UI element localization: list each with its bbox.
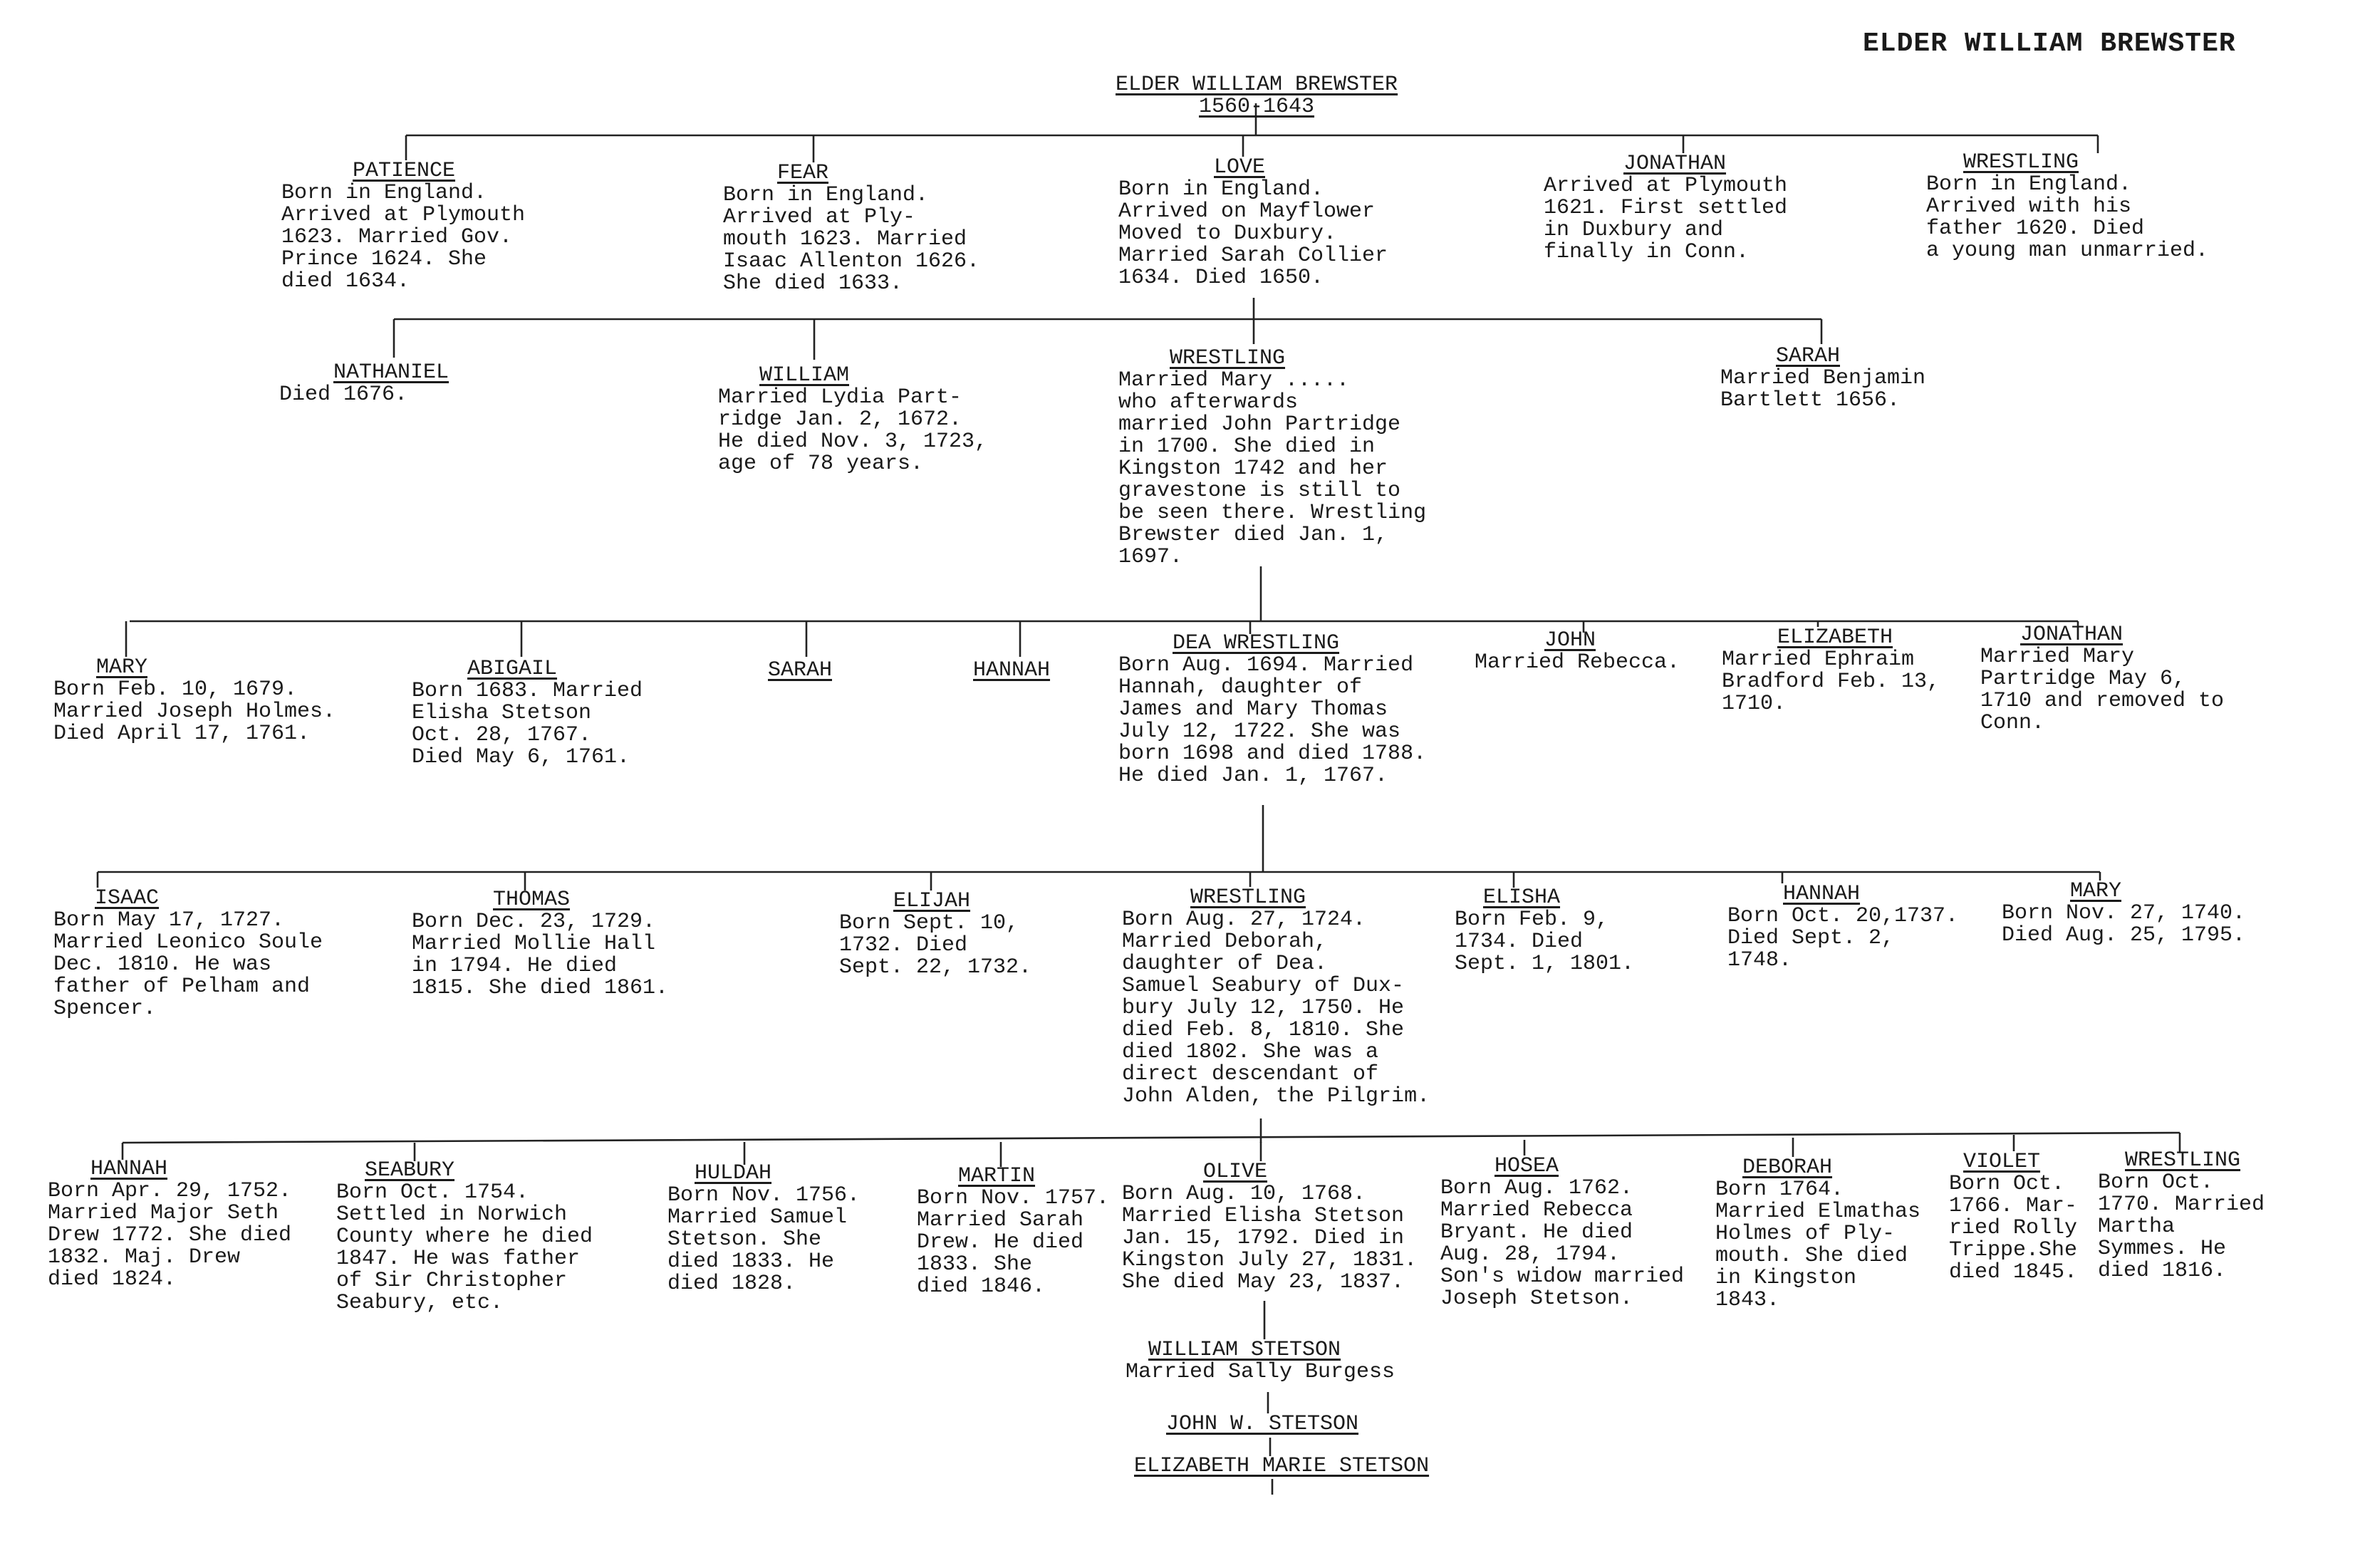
detail-line: Born Sept. 10, [839, 911, 1019, 935]
person-name: HOSEA [1495, 1154, 1559, 1178]
person-details [53, 679, 336, 745]
detail-line: Hannah, daughter of [1118, 675, 1363, 700]
detail-line: Born Apr. 29, 1752. [48, 1179, 292, 1203]
detail-line: Born 1683. Married [412, 679, 643, 703]
detail-line: Arrived on Mayflower [1118, 199, 1376, 224]
person-sarah-3 [768, 660, 832, 682]
detail-line: ridge Jan. 2, 1672. [718, 407, 962, 432]
detail-line: Died April 17, 1761. [53, 722, 311, 746]
person-love [1118, 157, 1388, 289]
detail-line: County where he died [336, 1225, 593, 1249]
detail-line: 1843. [1715, 1288, 1780, 1312]
detail-line: age of 78 years. [718, 452, 924, 476]
detail-line: Arrived with his [1926, 194, 2132, 219]
person-name: SARAH [768, 658, 833, 682]
detail-line: Prince 1624. She [281, 247, 487, 271]
detail-line: Born Nov. 27, 1740. [2002, 901, 2246, 925]
person-name: SARAH [1776, 344, 1841, 368]
detail-line: Married Major Seth [48, 1201, 279, 1225]
person-name: JOHN [1544, 628, 1596, 653]
detail-line: He died Nov. 3, 1723, [718, 430, 988, 454]
detail-line: Married Mary ..... [1118, 368, 1350, 393]
detail-line: died 1846. [917, 1274, 1046, 1299]
detail-line: Brewster died Jan. 1, [1118, 523, 1388, 547]
person-name: MARY [96, 655, 148, 680]
detail-line: Arrived at Ply- [723, 205, 916, 229]
person-name: WRESTLING [1963, 150, 2079, 175]
detail-line: died Feb. 8, 1810. She [1122, 1018, 1405, 1042]
detail-line: Married Elmathas [1715, 1200, 1921, 1224]
detail-line: gravestone is still to [1118, 479, 1401, 503]
detail-line: Spencer. [53, 997, 157, 1021]
detail-line: Born Feb. 9, [1455, 908, 1609, 932]
person-root [1116, 74, 1398, 118]
person-details [1949, 1173, 2077, 1284]
person-sarah-2 [1720, 346, 1925, 412]
detail-line: 1833. She [917, 1252, 1033, 1277]
detail-line: 1710. [1722, 692, 1787, 716]
detail-line: died 1833. He [667, 1250, 835, 1274]
person-details [1118, 655, 1426, 787]
detail-line: Aug. 28, 1794. [1440, 1242, 1621, 1267]
detail-line: finally in Conn. [1544, 240, 1750, 264]
person-details [281, 182, 525, 293]
detail-line: Born Feb. 10, 1679. [53, 677, 298, 702]
detail-line: Sept. 1, 1801. [1455, 952, 1635, 976]
detail-line: Drew 1772. She died [48, 1223, 292, 1247]
person-elizabeth-3 [1722, 627, 1940, 715]
person-details [1122, 1183, 1417, 1294]
person-details [1455, 909, 1634, 975]
detail-line: 1748. [1727, 948, 1792, 972]
person-william-stetson [1126, 1339, 1395, 1383]
detail-line: Born Oct. 1754. [336, 1180, 529, 1205]
person-name: WILLIAM STETSON [1148, 1338, 1341, 1362]
person-william [718, 365, 987, 475]
person-martin [917, 1165, 1109, 1298]
person-john-w-stetson [1166, 1413, 1358, 1435]
person-huldah [667, 1163, 860, 1295]
detail-line: Married Lydia Part- [718, 385, 962, 410]
detail-line: Married Sarah Collier [1118, 244, 1388, 268]
detail-line: Seabury, etc. [336, 1291, 504, 1315]
detail-line: be seen there. Wrestling [1118, 501, 1427, 525]
detail-line: She died May 23, 1837. [1122, 1270, 1405, 1294]
detail-line: Born Dec. 23, 1729. [412, 910, 656, 934]
person-details [718, 387, 987, 475]
person-details [1126, 1361, 1395, 1383]
detail-line: Born Aug. 1694. Married [1118, 653, 1414, 677]
detail-line: 1832. Maj. Drew [48, 1245, 241, 1270]
person-name: JONATHAN [1623, 152, 1727, 176]
detail-line: in Duxbury and [1544, 218, 1724, 242]
detail-line: Samuel Seabury of Dux- [1122, 974, 1405, 998]
detail-line: Oct. 28, 1767. [412, 723, 592, 747]
detail-line: Married Leonico Soule [53, 930, 323, 955]
detail-line: Married Samuel [667, 1205, 848, 1230]
detail-line: Arrived at Plymouth [1544, 174, 1788, 198]
detail-line: Married Rebecca [1440, 1198, 1633, 1222]
person-name: WILLIAM [759, 363, 850, 388]
detail-line: Dec. 1810. He was [53, 952, 272, 977]
detail-line: John Alden, the Pilgrim. [1122, 1084, 1430, 1108]
detail-line: Arrived at Plymouth [281, 203, 526, 227]
person-jonathan [1544, 153, 1787, 264]
detail-line: in 1794. He died [412, 954, 618, 978]
person-dates: 1560-1643 [1199, 95, 1315, 119]
detail-line: Married Sally Burgess [1126, 1360, 1395, 1384]
person-name: ABIGAIL [467, 657, 558, 681]
detail-line: Isaac Allenton 1626. [723, 249, 980, 274]
detail-line: Moved to Duxbury. [1118, 222, 1337, 246]
detail-line: Drew. He died [917, 1230, 1084, 1255]
detail-line: Married Ephraim [1722, 648, 1915, 672]
person-name: MARY [2070, 879, 2122, 903]
detail-line: Born Aug. 10, 1768. [1122, 1182, 1366, 1206]
person-olive [1122, 1161, 1417, 1294]
detail-line: 1847. He was father [336, 1247, 581, 1271]
detail-line: Born Oct. [2098, 1170, 2214, 1195]
detail-line: Married Mollie Hall [412, 932, 656, 956]
person-details [412, 911, 668, 1000]
person-wrestling-4 [1122, 887, 1430, 1108]
person-details [1926, 174, 2208, 262]
person-name: LOVE [1214, 155, 1266, 180]
person-details [2098, 1172, 2265, 1282]
person-name: SEABURY [365, 1158, 455, 1183]
detail-line: died 1802. She was a [1122, 1040, 1379, 1064]
person-details [48, 1180, 291, 1291]
person-violet [1949, 1151, 2077, 1284]
detail-line: 1732. Died [839, 933, 968, 957]
detail-line: 1770. Married [2098, 1193, 2265, 1217]
person-deborah [1715, 1157, 1920, 1312]
detail-line: Married Benjamin [1720, 366, 1926, 390]
person-mary-4 [2002, 881, 2245, 947]
detail-line: 1710 and removed to [1980, 689, 2225, 713]
detail-line: Kingston 1742 and her [1118, 457, 1388, 481]
detail-line: Joseph Stetson. [1440, 1287, 1633, 1311]
detail-line: Born 1764. [1715, 1178, 1844, 1202]
detail-line: Bartlett 1656. [1720, 388, 1901, 412]
person-john-3 [1475, 630, 1680, 674]
person-name: ELIZABETH [1777, 625, 1893, 650]
person-hosea [1440, 1156, 1684, 1310]
detail-line: Born Oct. 20,1737. [1727, 904, 1959, 928]
detail-line: direct descendant of [1122, 1062, 1379, 1086]
person-details [1122, 909, 1430, 1108]
person-hannah-3 [973, 660, 1050, 682]
detail-line: 1734. Died [1455, 930, 1584, 954]
detail-line: Born in England. [281, 181, 487, 205]
detail-line: Holmes of Ply- [1715, 1222, 1896, 1246]
person-details [53, 910, 323, 1020]
detail-line: 1697. [1118, 545, 1183, 569]
person-name: JONATHAN [2020, 623, 2124, 647]
detail-line: Born Aug. 1762. [1440, 1176, 1633, 1200]
person-details [839, 913, 1031, 979]
detail-line: Died Sept. 2, [1727, 926, 1895, 950]
detail-line: Settled in Norwich [336, 1203, 568, 1227]
detail-line: died 1828. [667, 1272, 796, 1296]
person-name: OLIVE [1203, 1160, 1268, 1184]
person-name: DEBORAH [1742, 1156, 1833, 1180]
person-name: ELIJAH [893, 889, 971, 913]
detail-line: Married Elisha Stetson [1122, 1204, 1405, 1228]
detail-line: mouth 1623. Married [723, 227, 967, 251]
person-details [279, 384, 449, 406]
person-mary-3 [53, 657, 336, 745]
person-details [2002, 903, 2245, 947]
detail-line: Kingston July 27, 1831. [1122, 1248, 1418, 1272]
person-name: THOMAS [493, 888, 571, 912]
detail-line: 1623. Married Gov. [281, 225, 513, 249]
person-elijah [839, 891, 1031, 979]
detail-line: 1634. Died 1650. [1118, 266, 1324, 290]
detail-line: Married Sarah [917, 1208, 1084, 1232]
detail-line: father 1620. Died [1926, 217, 2145, 241]
person-wrestling-1 [1926, 152, 2208, 262]
person-elisha [1455, 887, 1634, 975]
detail-line: Martha [2098, 1215, 2176, 1239]
detail-line: Sept. 22, 1732. [839, 955, 1032, 980]
detail-line: James and Mary Thomas [1118, 697, 1388, 722]
detail-line: of Sir Christopher [336, 1269, 568, 1293]
detail-line: Born in England. [723, 183, 929, 207]
detail-line: in 1700. She died in [1118, 435, 1376, 459]
detail-line: Partridge May 6, [1980, 667, 2186, 691]
detail-line: Son's widow married [1440, 1265, 1685, 1289]
detail-line: Elisha Stetson [412, 701, 592, 725]
detail-line: Died May 6, 1761. [412, 745, 630, 769]
detail-line: married John Partridge [1118, 412, 1401, 437]
detail-line: father of Pelham and [53, 975, 311, 999]
person-wrestling-2 [1118, 348, 1426, 568]
person-details [1720, 368, 1925, 412]
person-details [1544, 175, 1787, 264]
detail-line: born 1698 and died 1788. [1118, 742, 1427, 766]
person-details [1118, 179, 1388, 289]
person-name: HANNAH [90, 1157, 168, 1181]
person-details [1475, 652, 1680, 674]
detail-line: Born May 17, 1727. [53, 908, 285, 933]
person-details [667, 1185, 860, 1295]
detail-line: July 12, 1722. She was [1118, 720, 1401, 744]
detail-line: 1621. First settled [1544, 196, 1788, 220]
person-dea-wrestling [1118, 633, 1426, 787]
detail-line: who afterwards [1118, 390, 1299, 415]
person-name: WRESTLING [1190, 886, 1306, 910]
person-name: ELDER WILLIAM BREWSTER [1116, 73, 1398, 97]
detail-line: Married Rebecca. [1475, 650, 1680, 675]
person-details [1118, 370, 1426, 568]
person-name: HULDAH [695, 1161, 772, 1185]
detail-line: a young man unmarried. [1926, 239, 2209, 263]
detail-line: ried Rolly [1949, 1216, 2078, 1240]
detail-line: died 1824. [48, 1267, 177, 1292]
person-details [1727, 905, 1958, 972]
person-details [723, 185, 979, 295]
person-name: ELIZABETH MARIE STETSON [1134, 1454, 1430, 1478]
person-name: PATIENCE [353, 159, 456, 183]
person-name: ISAAC [95, 886, 160, 910]
detail-line: Stetson. She [667, 1227, 822, 1252]
detail-line: Married Deborah, [1122, 930, 1328, 954]
detail-line: daughter of Dea. [1122, 952, 1328, 976]
detail-line: Born Oct. [1949, 1172, 2065, 1196]
person-seabury [336, 1160, 593, 1314]
detail-line: Born Nov. 1757. [917, 1186, 1110, 1210]
person-hannah-4 [1727, 883, 1958, 972]
person-abigail [412, 658, 643, 769]
detail-line: Jan. 15, 1792. Died in [1122, 1226, 1405, 1250]
person-thomas [412, 889, 668, 1000]
person-isaac [53, 888, 323, 1020]
detail-line: in Kingston [1715, 1266, 1857, 1290]
person-name: MARTIN [958, 1164, 1036, 1188]
detail-line: Conn. [1980, 711, 2045, 735]
person-name: JOHN W. STETSON [1166, 1412, 1359, 1436]
detail-line: Trippe.She [1949, 1238, 2078, 1262]
detail-line: Died 1676. [279, 383, 408, 407]
person-name: WRESTLING [2125, 1148, 2241, 1173]
detail-line: Symmes. He [2098, 1237, 2227, 1261]
person-jonathan-3 [1980, 624, 2224, 734]
person-name: ELISHA [1483, 886, 1561, 910]
detail-line: Born Aug. 27, 1724. [1122, 908, 1366, 932]
person-name: HANNAH [973, 658, 1051, 682]
page-title: ELDER WILLIAM BREWSTER [1863, 28, 2236, 59]
person-fear [723, 162, 979, 295]
detail-line: 1766. Mar- [1949, 1194, 2078, 1218]
detail-line: Married Joseph Holmes. [53, 700, 336, 724]
detail-line: died 1845. [1949, 1260, 2078, 1284]
person-name: WRESTLING [1170, 346, 1286, 370]
person-details [336, 1182, 593, 1314]
person-name: DEA WRESTLING [1173, 631, 1340, 655]
person-name: VIOLET [1963, 1150, 2041, 1174]
person-name: HANNAH [1783, 882, 1861, 906]
detail-line: died 1634. [281, 269, 410, 294]
detail-line: He died Jan. 1, 1767. [1118, 764, 1388, 788]
detail-line: died 1816. [2098, 1259, 2227, 1283]
detail-line: Bradford Feb. 13, [1722, 670, 1940, 694]
person-elizabeth-marie-stetson [1134, 1455, 1429, 1478]
person-nathaniel [279, 362, 449, 406]
person-name: FEAR [777, 161, 829, 185]
person-details [1980, 646, 2224, 734]
person-details [1715, 1179, 1920, 1312]
detail-line: Born in England. [1118, 177, 1324, 202]
detail-line: Born Nov. 1756. [667, 1183, 861, 1208]
person-wrestling-5 [2098, 1150, 2265, 1282]
person-details [917, 1188, 1109, 1298]
person-details [1722, 649, 1940, 715]
detail-line: 1815. She died 1861. [412, 976, 669, 1000]
detail-line: Died Aug. 25, 1795. [2002, 923, 2246, 947]
person-name: NATHANIEL [333, 360, 449, 385]
person-details [1440, 1178, 1684, 1310]
detail-line: She died 1633. [723, 271, 903, 296]
detail-line: Married Mary [1980, 645, 2135, 669]
detail-line: mouth. She died [1715, 1244, 1908, 1268]
person-details [412, 680, 643, 769]
detail-line: Born in England. [1926, 172, 2132, 197]
detail-line: bury July 12, 1750. He [1122, 996, 1405, 1020]
person-hannah-5 [48, 1158, 291, 1291]
detail-line: Bryant. He died [1440, 1220, 1633, 1245]
person-patience [281, 160, 525, 293]
